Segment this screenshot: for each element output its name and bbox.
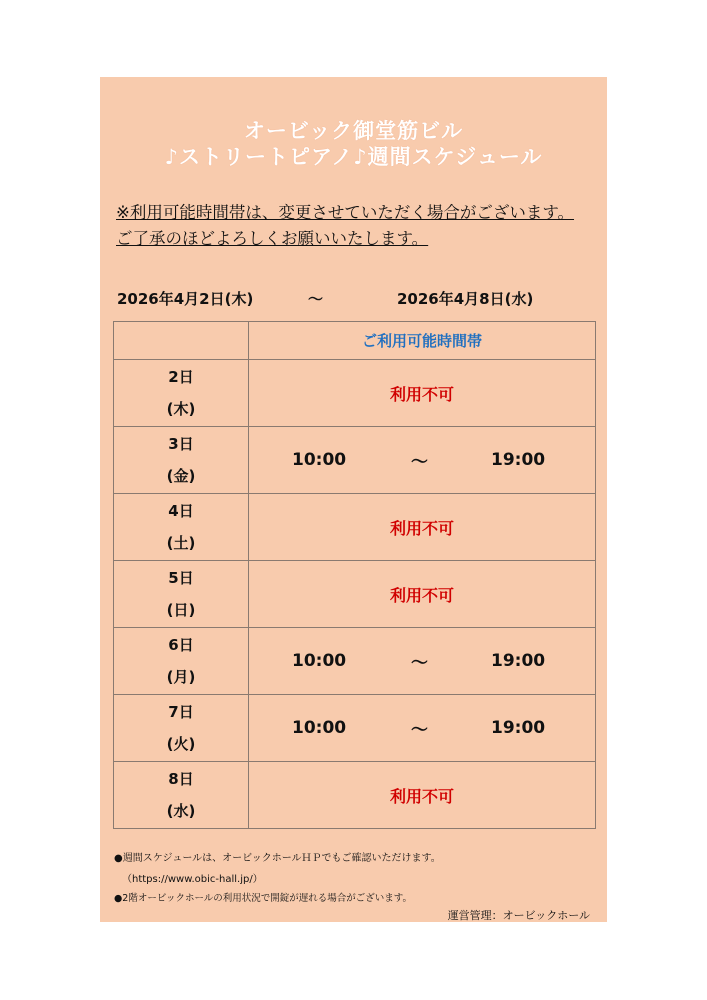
unavailable-label: 利用不可 <box>389 518 454 538</box>
time-range <box>249 695 595 761</box>
day-weekday: (土) <box>166 534 196 552</box>
day-cell <box>114 494 249 560</box>
period-separator: ～ <box>308 290 324 308</box>
day-cell <box>114 427 249 493</box>
footer-note-schedule: ●週間スケジュールは、オービックホールＨＰでもご確認いただけます。 <box>114 853 441 864</box>
hours-cell <box>249 695 595 761</box>
day-date: 5日 <box>168 569 194 587</box>
notice-line-1: ※利用可能時間帯は、変更させていただく場合がございます。 <box>116 203 575 222</box>
day-cell <box>114 628 249 694</box>
schedule-title: ♪ストリートピアノ♪週間スケジュール <box>164 145 543 169</box>
time-range <box>249 628 595 694</box>
table-row <box>114 627 595 694</box>
day-weekday: (水) <box>166 802 196 820</box>
day-weekday: (日) <box>166 601 196 619</box>
time-separator: ～ <box>411 720 428 741</box>
table-row <box>114 694 595 761</box>
table-row <box>114 761 595 828</box>
day-weekday: (金) <box>166 467 196 485</box>
operator-credit: 運営管理：オービックホール <box>447 909 590 922</box>
unavailable-label: 利用不可 <box>389 786 454 806</box>
day-date: 6日 <box>168 636 194 654</box>
day-cell <box>114 762 249 828</box>
start-time: 10:00 <box>292 718 347 738</box>
day-cell <box>114 561 249 627</box>
unavailable-label: 利用不可 <box>389 384 454 404</box>
day-date: 8日 <box>168 770 194 788</box>
schedule-sheet <box>100 77 607 922</box>
hours-cell <box>249 494 595 560</box>
time-separator: ～ <box>411 452 428 473</box>
building-title: オービック御堂筋ビル <box>243 119 464 143</box>
footer-url[interactable]: （https://www.obic-hall.jp/） <box>122 874 263 885</box>
day-weekday: (月) <box>166 668 196 686</box>
hours-cell <box>249 561 595 627</box>
table-row <box>114 560 595 627</box>
hours-cell <box>249 427 595 493</box>
table-header-row <box>114 322 595 359</box>
start-time: 10:00 <box>292 450 347 470</box>
period-start: 2026年4月2日(木) <box>117 290 254 308</box>
hours-cell <box>249 360 595 426</box>
header-empty-cell <box>114 322 249 359</box>
table-row <box>114 359 595 426</box>
end-time: 19:00 <box>491 450 546 470</box>
table-row <box>114 426 595 493</box>
table-row <box>114 493 595 560</box>
day-weekday: (木) <box>166 400 196 418</box>
day-weekday: (火) <box>166 735 196 753</box>
hours-cell <box>249 762 595 828</box>
end-time: 19:00 <box>491 718 546 738</box>
time-range <box>249 427 595 493</box>
day-date: 2日 <box>168 368 194 386</box>
day-cell <box>114 695 249 761</box>
notice-line-2: ご了承のほどよろしくお願いいたします。 <box>116 229 429 248</box>
unavailable-label: 利用不可 <box>389 585 454 605</box>
header-cell <box>249 322 595 359</box>
day-date: 3日 <box>168 435 194 453</box>
day-cell <box>114 360 249 426</box>
start-time: 10:00 <box>292 651 347 671</box>
hours-cell <box>249 628 595 694</box>
available-hours-header: ご利用可能時間帯 <box>361 332 482 350</box>
footer-note-unlock: ●2階オービックホールの利用状況で開錠が遅れる場合がございます。 <box>114 893 413 904</box>
end-time: 19:00 <box>491 651 546 671</box>
day-date: 4日 <box>168 502 194 520</box>
period-end: 2026年4月8日(水) <box>397 290 534 308</box>
time-separator: ～ <box>411 653 428 674</box>
schedule-table <box>113 321 596 829</box>
day-date: 7日 <box>168 703 194 721</box>
